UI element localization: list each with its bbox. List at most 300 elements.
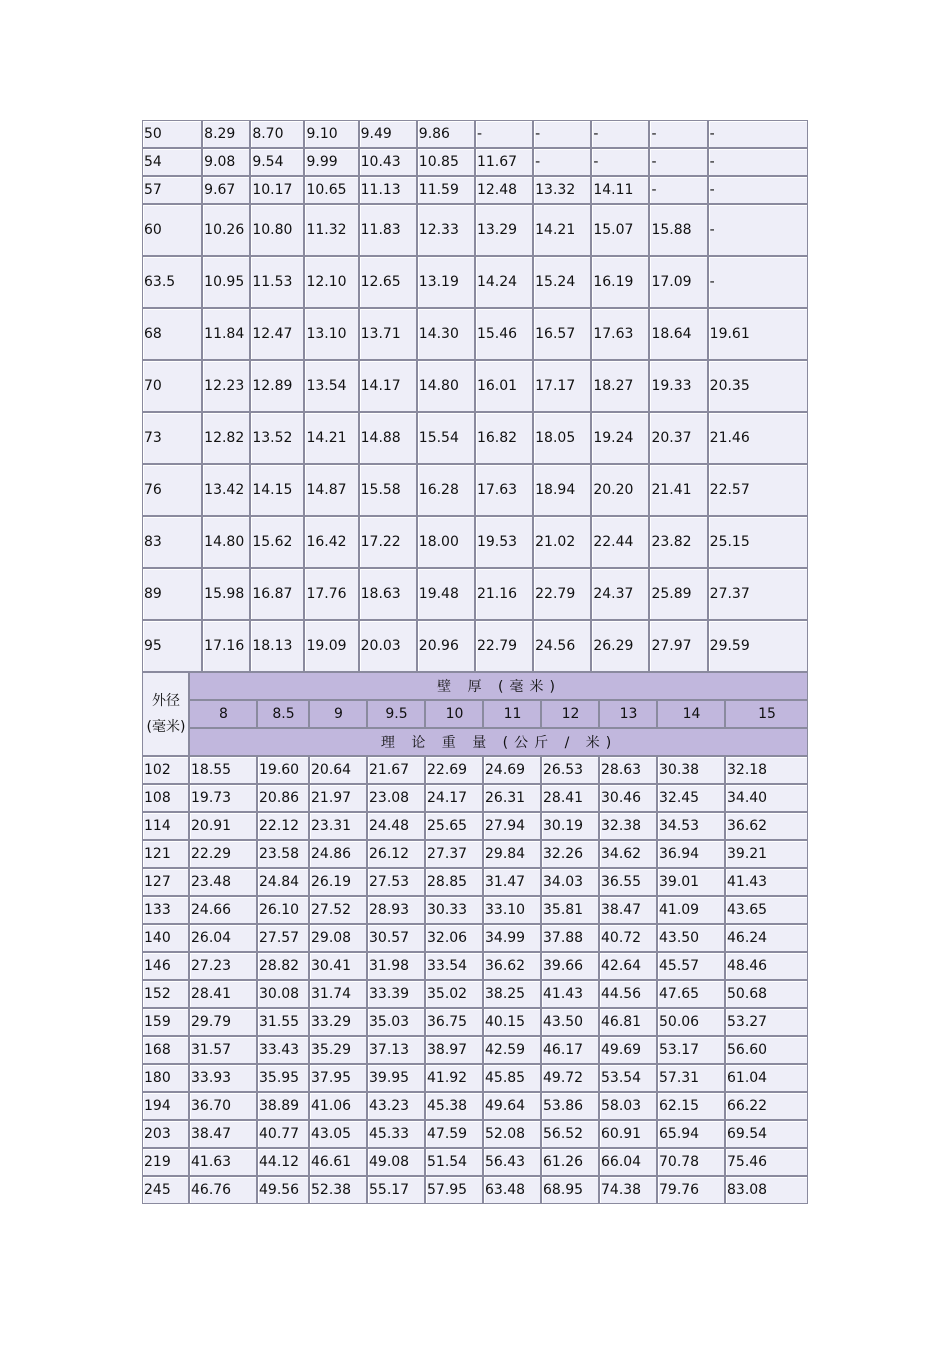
weight-cell: 62.15: [657, 1092, 725, 1120]
weight-cell: 18.64: [649, 308, 707, 360]
weight-cell: 10.95: [202, 256, 250, 308]
table-row: [142, 980, 808, 1008]
weight-cell: 35.03: [367, 1008, 425, 1036]
weight-cell: 23.31: [309, 812, 367, 840]
outer-diameter-cell: 63.5: [142, 256, 202, 308]
weight-cell: 10.43: [359, 148, 417, 176]
table-row: [142, 1176, 808, 1204]
weight-cell: 23.82: [649, 516, 707, 568]
weight-cell: 30.08: [257, 980, 309, 1008]
weight-cell: 33.10: [483, 896, 541, 924]
weight-cell: 41.43: [725, 868, 808, 896]
outer-diameter-cell: 76: [142, 464, 202, 516]
weight-cell: 37.88: [541, 924, 599, 952]
weight-cell: 40.15: [483, 1008, 541, 1036]
weight-cell: 21.16: [475, 568, 533, 620]
weight-cell: 10.17: [250, 176, 304, 204]
weight-cell: 13.29: [475, 204, 533, 256]
weight-cell: 57.95: [425, 1176, 483, 1204]
weight-cell: 24.69: [483, 756, 541, 784]
weight-cell: 11.84: [202, 308, 250, 360]
weight-cell: 75.46: [725, 1148, 808, 1176]
weight-cell: 38.47: [189, 1120, 257, 1148]
weight-cell: 12.23: [202, 360, 250, 412]
weight-cell: 18.05: [533, 412, 591, 464]
weight-cell: 27.94: [483, 812, 541, 840]
weight-cell: 20.96: [417, 620, 475, 672]
weight-cell: 36.62: [483, 952, 541, 980]
outer-diameter-cell: 152: [142, 980, 189, 1008]
weight-cell: 16.57: [533, 308, 591, 360]
weight-cell: 30.46: [599, 784, 657, 812]
weight-cell: 35.81: [541, 896, 599, 924]
weight-cell: 31.74: [309, 980, 367, 1008]
weight-cell: 12.33: [417, 204, 475, 256]
weight-cell: 40.77: [257, 1120, 309, 1148]
weight-cell: 24.37: [591, 568, 649, 620]
weight-cell: 14.30: [417, 308, 475, 360]
weight-cell: 13.71: [359, 308, 417, 360]
weight-cell: 16.19: [591, 256, 649, 308]
weight-cell: 21.02: [533, 516, 591, 568]
weight-cell: 18.63: [359, 568, 417, 620]
weight-cell: 23.58: [257, 840, 309, 868]
weight-cell: 20.91: [189, 812, 257, 840]
weight-cell: 18.00: [417, 516, 475, 568]
steel-pipe-weight-table: [142, 120, 808, 1204]
weight-cell: -: [591, 148, 649, 176]
outer-diameter-header: 外径(毫米): [142, 672, 189, 756]
weight-cell: 45.57: [657, 952, 725, 980]
table-row: [142, 120, 808, 148]
weight-cell: 22.29: [189, 840, 257, 868]
weight-cell: 12.82: [202, 412, 250, 464]
weight-cell: 29.84: [483, 840, 541, 868]
weight-cell: 17.63: [475, 464, 533, 516]
table-row: [142, 896, 808, 924]
weight-cell: 14.21: [533, 204, 591, 256]
table-row: [142, 1036, 808, 1064]
weight-cell: 15.07: [591, 204, 649, 256]
weight-cell: 10.65: [304, 176, 358, 204]
weight-cell: -: [708, 204, 808, 256]
table-row: [142, 1064, 808, 1092]
weight-cell: 20.64: [309, 756, 367, 784]
weight-cell: 28.93: [367, 896, 425, 924]
weight-cell: 36.55: [599, 868, 657, 896]
thickness-cell: 9.5: [367, 700, 425, 728]
weight-cell: 43.65: [725, 896, 808, 924]
outer-diameter-cell: 146: [142, 952, 189, 980]
outer-diameter-cell: 60: [142, 204, 202, 256]
outer-diameter-cell: 102: [142, 756, 189, 784]
weight-cell: 24.66: [189, 896, 257, 924]
table-row: [142, 568, 808, 620]
table-row: [142, 756, 808, 784]
weight-cell: 46.24: [725, 924, 808, 952]
weight-cell: -: [708, 256, 808, 308]
outer-diameter-cell: 83: [142, 516, 202, 568]
weight-cell: 19.53: [475, 516, 533, 568]
weight-cell: -: [649, 176, 707, 204]
weight-cell: 35.02: [425, 980, 483, 1008]
weight-cell: 19.73: [189, 784, 257, 812]
weight-cell: 49.69: [599, 1036, 657, 1064]
weight-cell: 49.08: [367, 1148, 425, 1176]
weight-cell: 19.09: [304, 620, 358, 672]
weight-cell: 35.95: [257, 1064, 309, 1092]
outer-diameter-cell: 140: [142, 924, 189, 952]
weight-cell: 31.55: [257, 1008, 309, 1036]
weight-cell: 27.37: [425, 840, 483, 868]
weight-cell: 47.59: [425, 1120, 483, 1148]
weight-cell: 17.16: [202, 620, 250, 672]
weight-cell: -: [708, 148, 808, 176]
weight-cell: 52.08: [483, 1120, 541, 1148]
weight-cell: 31.98: [367, 952, 425, 980]
weight-cell: 29.59: [708, 620, 808, 672]
weight-cell: 39.66: [541, 952, 599, 980]
weight-cell: 41.63: [189, 1148, 257, 1176]
weight-cell: 18.94: [533, 464, 591, 516]
weight-cell: 31.47: [483, 868, 541, 896]
lower-weight-table: [142, 756, 808, 1204]
weight-cell: 26.31: [483, 784, 541, 812]
weight-cell: 15.58: [359, 464, 417, 516]
weight-cell: 17.76: [304, 568, 358, 620]
weight-cell: 18.27: [591, 360, 649, 412]
weight-cell: 43.05: [309, 1120, 367, 1148]
weight-cell: 33.93: [189, 1064, 257, 1092]
weight-cell: 22.79: [475, 620, 533, 672]
weight-cell: 26.53: [541, 756, 599, 784]
weight-cell: 20.86: [257, 784, 309, 812]
weight-cell: 46.61: [309, 1148, 367, 1176]
weight-cell: 23.48: [189, 868, 257, 896]
weight-cell: 15.24: [533, 256, 591, 308]
weight-cell: 43.23: [367, 1092, 425, 1120]
weight-cell: 34.62: [599, 840, 657, 868]
weight-cell: 14.80: [202, 516, 250, 568]
weight-cell: 12.89: [250, 360, 304, 412]
weight-cell: 56.43: [483, 1148, 541, 1176]
weight-cell: 31.57: [189, 1036, 257, 1064]
weight-cell: 38.89: [257, 1092, 309, 1120]
weight-cell: 14.21: [304, 412, 358, 464]
table-row: [142, 1148, 808, 1176]
weight-cell: 41.09: [657, 896, 725, 924]
weight-cell: -: [708, 176, 808, 204]
table-row: [142, 148, 808, 176]
weight-cell: 14.88: [359, 412, 417, 464]
weight-cell: 49.64: [483, 1092, 541, 1120]
weight-cell: 10.80: [250, 204, 304, 256]
weight-cell: 34.53: [657, 812, 725, 840]
weight-cell: 16.87: [250, 568, 304, 620]
weight-cell: 61.26: [541, 1148, 599, 1176]
weight-cell: 27.53: [367, 868, 425, 896]
outer-diameter-cell: 89: [142, 568, 202, 620]
weight-cell: 63.48: [483, 1176, 541, 1204]
weight-cell: 20.20: [591, 464, 649, 516]
weight-cell: 39.21: [725, 840, 808, 868]
weight-cell: 53.54: [599, 1064, 657, 1092]
weight-cell: 9.49: [359, 120, 417, 148]
weight-cell: 11.32: [304, 204, 358, 256]
thickness-cell: 15: [725, 700, 808, 728]
weight-cell: 27.97: [649, 620, 707, 672]
weight-cell: 56.60: [725, 1036, 808, 1064]
weight-cell: 68.95: [541, 1176, 599, 1204]
weight-cell: 50.06: [657, 1008, 725, 1036]
weight-cell: 22.12: [257, 812, 309, 840]
weight-cell: 44.56: [599, 980, 657, 1008]
weight-cell: 26.29: [591, 620, 649, 672]
thickness-cell: 10: [425, 700, 483, 728]
wall-thickness-header: 壁 厚 (毫米): [189, 672, 808, 700]
weight-cell: 28.85: [425, 868, 483, 896]
weight-cell: 33.29: [309, 1008, 367, 1036]
table-row: [142, 1092, 808, 1120]
theoretical-weight-header: 理 论 重 量 (公斤 / 米): [189, 728, 808, 756]
weight-cell: 51.54: [425, 1148, 483, 1176]
outer-diameter-cell: 133: [142, 896, 189, 924]
weight-cell: 11.13: [359, 176, 417, 204]
weight-cell: 69.54: [725, 1120, 808, 1148]
weight-cell: 38.47: [599, 896, 657, 924]
weight-cell: 15.88: [649, 204, 707, 256]
weight-cell: 10.85: [417, 148, 475, 176]
weight-cell: 19.61: [708, 308, 808, 360]
weight-cell: 32.06: [425, 924, 483, 952]
outer-diameter-cell: 245: [142, 1176, 189, 1204]
weight-cell: 55.17: [367, 1176, 425, 1204]
table-row: [142, 204, 808, 256]
weight-cell: 26.19: [309, 868, 367, 896]
outer-diameter-cell: 70: [142, 360, 202, 412]
weight-cell: 11.67: [475, 148, 533, 176]
weight-cell: 24.48: [367, 812, 425, 840]
weight-cell: 27.52: [309, 896, 367, 924]
weight-cell: 43.50: [541, 1008, 599, 1036]
weight-cell: 9.67: [202, 176, 250, 204]
weight-cell: 14.80: [417, 360, 475, 412]
weight-cell: 66.04: [599, 1148, 657, 1176]
thickness-cell: 14: [657, 700, 725, 728]
weight-cell: 24.17: [425, 784, 483, 812]
weight-cell: 9.54: [250, 148, 304, 176]
weight-cell: 50.68: [725, 980, 808, 1008]
weight-cell: 36.94: [657, 840, 725, 868]
table-row: [142, 1008, 808, 1036]
weight-cell: 83.08: [725, 1176, 808, 1204]
outer-diameter-cell: 194: [142, 1092, 189, 1120]
weight-cell: 21.97: [309, 784, 367, 812]
weight-cell: 19.48: [417, 568, 475, 620]
weight-cell: 60.91: [599, 1120, 657, 1148]
weight-cell: 22.44: [591, 516, 649, 568]
weight-cell: 37.13: [367, 1036, 425, 1064]
outer-diameter-cell: 68: [142, 308, 202, 360]
weight-cell: 16.28: [417, 464, 475, 516]
weight-cell: 28.82: [257, 952, 309, 980]
weight-cell: -: [649, 148, 707, 176]
weight-cell: -: [533, 120, 591, 148]
weight-cell: 8.29: [202, 120, 250, 148]
weight-cell: 56.52: [541, 1120, 599, 1148]
weight-cell: 13.52: [250, 412, 304, 464]
outer-diameter-cell: 54: [142, 148, 202, 176]
weight-cell: 45.33: [367, 1120, 425, 1148]
table-row: [142, 924, 808, 952]
outer-diameter-cell: 168: [142, 1036, 189, 1064]
weight-cell: 32.26: [541, 840, 599, 868]
weight-cell: 79.76: [657, 1176, 725, 1204]
weight-cell: 32.18: [725, 756, 808, 784]
weight-cell: 74.38: [599, 1176, 657, 1204]
outer-diameter-cell: 95: [142, 620, 202, 672]
table-row: [142, 840, 808, 868]
weight-cell: 36.70: [189, 1092, 257, 1120]
weight-cell: 10.26: [202, 204, 250, 256]
weight-cell: 21.41: [649, 464, 707, 516]
weight-cell: 13.19: [417, 256, 475, 308]
weight-cell: 61.04: [725, 1064, 808, 1092]
table-row: [142, 360, 808, 412]
thickness-cell: 13: [599, 700, 657, 728]
weight-cell: 22.69: [425, 756, 483, 784]
weight-cell: 15.62: [250, 516, 304, 568]
weight-cell: 16.42: [304, 516, 358, 568]
weight-cell: 21.46: [708, 412, 808, 464]
outer-diameter-cell: 203: [142, 1120, 189, 1148]
outer-diameter-cell: 73: [142, 412, 202, 464]
weight-cell: 18.55: [189, 756, 257, 784]
weight-cell: 42.59: [483, 1036, 541, 1064]
weight-cell: 16.82: [475, 412, 533, 464]
weight-cell: 11.59: [417, 176, 475, 204]
weight-cell: 57.31: [657, 1064, 725, 1092]
weight-cell: -: [708, 120, 808, 148]
weight-cell: 12.10: [304, 256, 358, 308]
weight-cell: 46.17: [541, 1036, 599, 1064]
weight-cell: 11.53: [250, 256, 304, 308]
table-row: [142, 952, 808, 980]
weight-cell: 19.24: [591, 412, 649, 464]
table-row: [142, 868, 808, 896]
weight-cell: 58.03: [599, 1092, 657, 1120]
weight-cell: 24.56: [533, 620, 591, 672]
weight-cell: 19.60: [257, 756, 309, 784]
weight-cell: -: [533, 148, 591, 176]
weight-cell: 9.99: [304, 148, 358, 176]
weight-cell: 38.25: [483, 980, 541, 1008]
weight-cell: 27.37: [708, 568, 808, 620]
weight-cell: 30.19: [541, 812, 599, 840]
header-table: [142, 672, 808, 756]
weight-cell: 38.97: [425, 1036, 483, 1064]
weight-cell: 12.65: [359, 256, 417, 308]
weight-cell: 30.38: [657, 756, 725, 784]
weight-cell: 28.63: [599, 756, 657, 784]
weight-cell: 34.40: [725, 784, 808, 812]
weight-cell: 23.08: [367, 784, 425, 812]
weight-cell: 14.17: [359, 360, 417, 412]
weight-cell: 35.29: [309, 1036, 367, 1064]
weight-cell: 17.22: [359, 516, 417, 568]
weight-cell: 47.65: [657, 980, 725, 1008]
outer-diameter-cell: 108: [142, 784, 189, 812]
thickness-cell: 8: [189, 700, 257, 728]
weight-cell: 13.42: [202, 464, 250, 516]
outer-diameter-cell: 121: [142, 840, 189, 868]
weight-cell: 41.06: [309, 1092, 367, 1120]
weight-cell: 32.45: [657, 784, 725, 812]
weight-cell: 8.70: [250, 120, 304, 148]
weight-cell: 16.01: [475, 360, 533, 412]
weight-cell: 53.17: [657, 1036, 725, 1064]
weight-cell: 44.12: [257, 1148, 309, 1176]
weight-cell: 9.10: [304, 120, 358, 148]
thickness-row: [142, 700, 808, 728]
weight-cell: 17.09: [649, 256, 707, 308]
weight-cell: 66.22: [725, 1092, 808, 1120]
weight-cell: 15.98: [202, 568, 250, 620]
table-row: [142, 412, 808, 464]
weight-cell: 46.81: [599, 1008, 657, 1036]
weight-cell: 40.72: [599, 924, 657, 952]
thickness-cell: 12: [541, 700, 599, 728]
outer-diameter-cell: 114: [142, 812, 189, 840]
weight-cell: 28.41: [541, 784, 599, 812]
outer-diameter-cell: 127: [142, 868, 189, 896]
weight-cell: 27.57: [257, 924, 309, 952]
weight-cell: 9.86: [417, 120, 475, 148]
weight-cell: 33.39: [367, 980, 425, 1008]
weight-cell: 19.33: [649, 360, 707, 412]
weight-cell: 11.83: [359, 204, 417, 256]
weight-cell: 65.94: [657, 1120, 725, 1148]
weight-cell: 25.65: [425, 812, 483, 840]
weight-cell: 18.13: [250, 620, 304, 672]
weight-cell: 36.62: [725, 812, 808, 840]
weight-cell: 12.48: [475, 176, 533, 204]
weight-cell: 13.54: [304, 360, 358, 412]
weight-cell: 45.38: [425, 1092, 483, 1120]
weight-cell: 49.56: [257, 1176, 309, 1204]
weight-cell: 27.23: [189, 952, 257, 980]
outer-diameter-cell: 159: [142, 1008, 189, 1036]
outer-diameter-cell: 57: [142, 176, 202, 204]
weight-cell: 37.95: [309, 1064, 367, 1092]
weight-cell: 34.99: [483, 924, 541, 952]
weight-cell: 13.10: [304, 308, 358, 360]
weight-cell: 53.27: [725, 1008, 808, 1036]
table-row: [142, 620, 808, 672]
weight-cell: 42.64: [599, 952, 657, 980]
weight-cell: 9.08: [202, 148, 250, 176]
weight-cell: 20.35: [708, 360, 808, 412]
weight-cell: 21.67: [367, 756, 425, 784]
weight-cell: 12.47: [250, 308, 304, 360]
table-row: [142, 784, 808, 812]
weight-cell: 30.33: [425, 896, 483, 924]
weight-cell: 25.89: [649, 568, 707, 620]
weight-cell: -: [475, 120, 533, 148]
weight-cell: -: [649, 120, 707, 148]
weight-cell: 25.15: [708, 516, 808, 568]
weight-cell: 24.86: [309, 840, 367, 868]
